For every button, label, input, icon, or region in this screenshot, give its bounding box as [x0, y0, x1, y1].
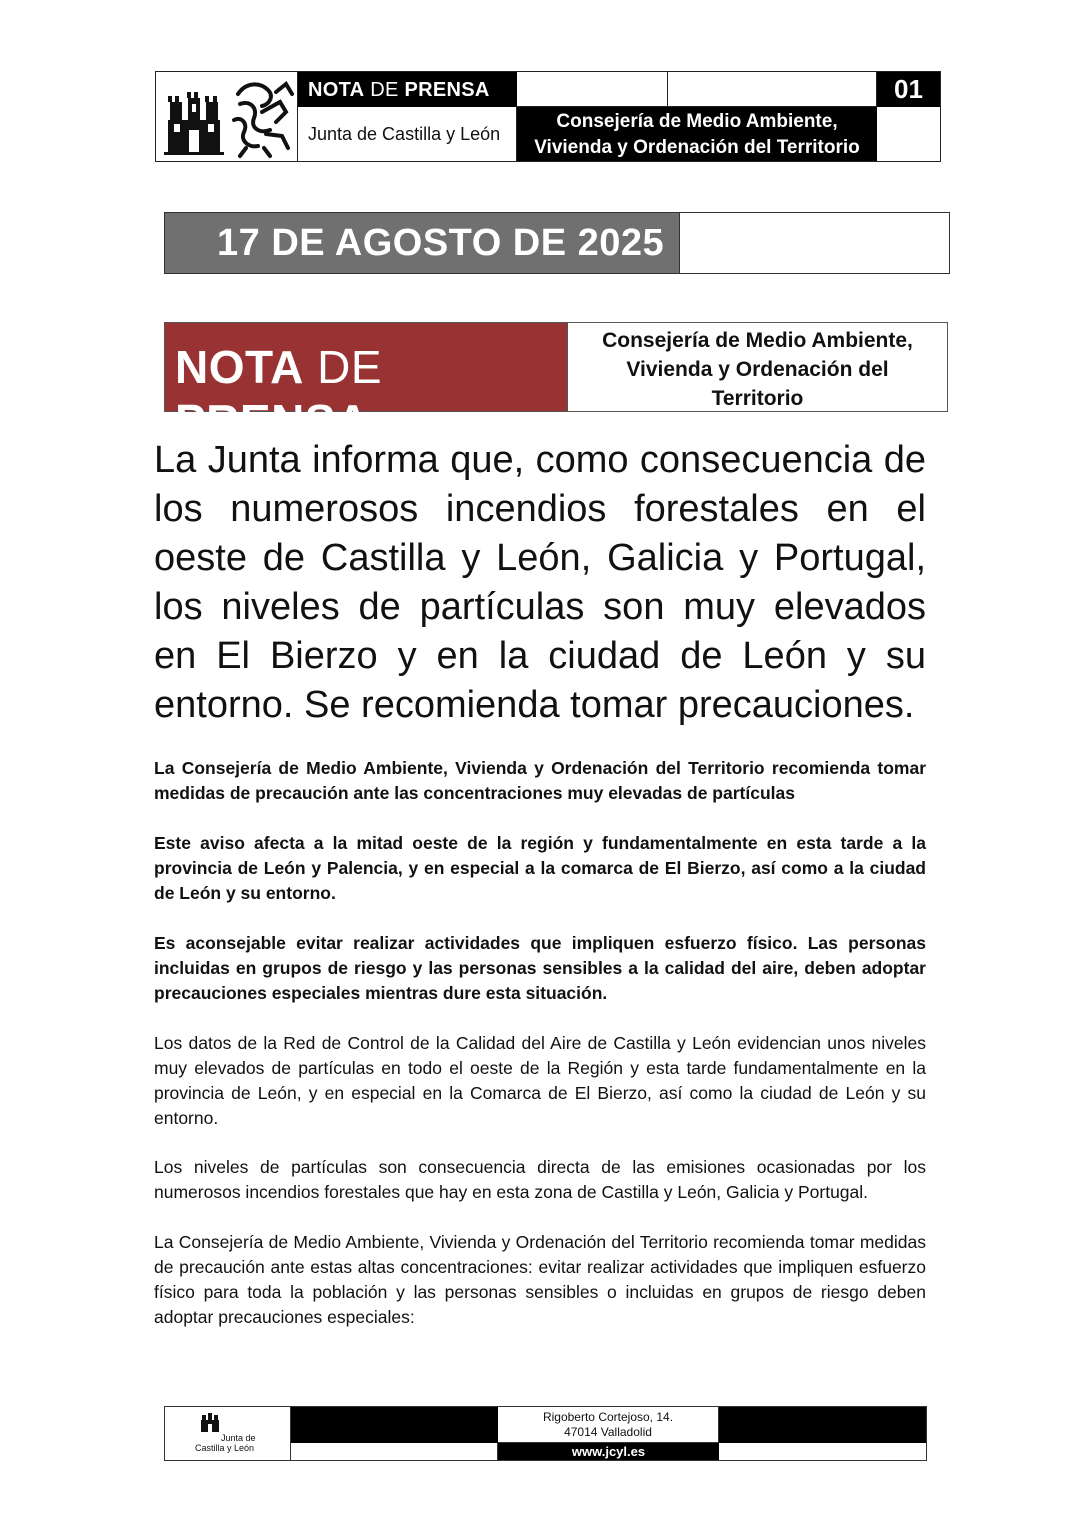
footer-empty-cell — [291, 1443, 498, 1460]
page-number: 01 — [877, 72, 940, 107]
header-consejeria-line2: Vivienda y Ordenación del Territorio — [534, 137, 860, 158]
junta-logo — [156, 72, 298, 161]
footer-black-cell — [291, 1407, 498, 1443]
footer-logo-line1: Junta de — [221, 1433, 256, 1443]
footer-black-cell — [719, 1407, 926, 1443]
footer-address — [498, 1407, 719, 1443]
date-text: 17 DE AGOSTO DE 2025 — [165, 213, 680, 273]
prensa-word: PRENSA — [175, 395, 370, 447]
header-empty-cell — [517, 72, 668, 107]
paragraph-4: Los datos de la Red de Control de la Calidad del Aire de Castilla y León evidencian unos niveles muy elevados de partículas en todo el oeste de la Región y esta tarde fundamentalmente en la provincia de León, y en especial en la Comarca de El Bierzo, así como la ciudad de León y su entorno. — [154, 1033, 926, 1128]
header-consejeria — [517, 107, 877, 161]
header-consejeria-line1: Consejería de Medio Ambiente, — [556, 111, 838, 132]
header-junta-name: Junta de Castilla y León — [298, 107, 517, 161]
footer-website[interactable]: www.jcyl.es — [498, 1443, 719, 1460]
nota-consejeria — [568, 323, 947, 411]
footer-empty-cell — [719, 1443, 926, 1460]
document-footer — [164, 1406, 927, 1461]
header-nota-word: NOTA — [308, 79, 365, 101]
nota-de-prensa-title — [165, 323, 568, 447]
castle-lion-logo-icon — [156, 72, 298, 161]
header-nota-de-prensa — [298, 72, 517, 107]
paragraph-2: Este aviso afecta a la mitad oeste de la región y fundamentalmente en esta tarde a la provincia de León y Palencia, y en especial a la comarca de El Bierzo, así como a la ciudad de León y su entorno. — [154, 833, 926, 903]
header-prensa-word: PRENSA — [404, 79, 490, 101]
header-de-word: DE — [364, 79, 405, 101]
document-header — [155, 71, 941, 162]
date-box — [164, 212, 950, 274]
paragraph-3: Es aconsejable evitar realizar actividades que impliquen esfuerzo físico. Las personas incluidas en grupos de riesgo y las personas sensibles a la calidad del aire, deben adoptar precauciones especiales mientras dure esta situación. — [154, 933, 926, 1003]
footer-logo — [165, 1407, 291, 1460]
header-empty-cell — [668, 72, 877, 107]
nota-consejeria-line3: Territorio — [711, 387, 804, 410]
de-word: DE — [303, 341, 383, 393]
nota-consejeria-line1: Consejería de Medio Ambiente, — [602, 329, 913, 352]
nota-consejeria-line2: Vivienda y Ordenación del — [626, 358, 889, 381]
headline: La Junta informa que, como consecuencia de los numerosos incendios forestales en el oeste de Castilla y León, Galicia y Portugal, los niveles de partículas son muy elevados en El Bierzo y en la ciudad de León y su entorno. Se recomienda tomar precauciones. — [154, 439, 926, 726]
footer-logo-text — [195, 1433, 256, 1453]
nota-de-prensa-box — [164, 322, 948, 447]
nota-word: NOTA — [175, 341, 304, 393]
paragraph-1: La Consejería de Medio Ambiente, Vivienda y Ordenación del Territorio recomienda tomar medidas de precaución ante las concentraciones muy elevadas de partículas — [154, 758, 926, 803]
castle-icon — [199, 1410, 221, 1434]
paragraph-5: Los niveles de partículas son consecuencia directa de las emisiones ocasionadas por los numerosos incendios forestales que hay en esta zona de Castilla y León, Galicia y Portugal. — [154, 1157, 926, 1202]
footer-address-line2: 47014 Valladolid — [564, 1425, 652, 1439]
footer-logo-line2: Castilla y León — [195, 1443, 255, 1453]
header-empty-cell — [877, 107, 940, 161]
paragraph-6: La Consejería de Medio Ambiente, Vivienda y Ordenación del Territorio recomienda tomar medidas de precaución ante estas altas concentraciones: evitar realizar actividades que impliquen esfuerzo físico para toda la población y las personas sensibles o incluidas en grupos de riesgo deben adoptar precauciones especiales: — [154, 1232, 926, 1327]
footer-address-line1: Rigoberto Cortejoso, 14. — [542, 1410, 674, 1424]
